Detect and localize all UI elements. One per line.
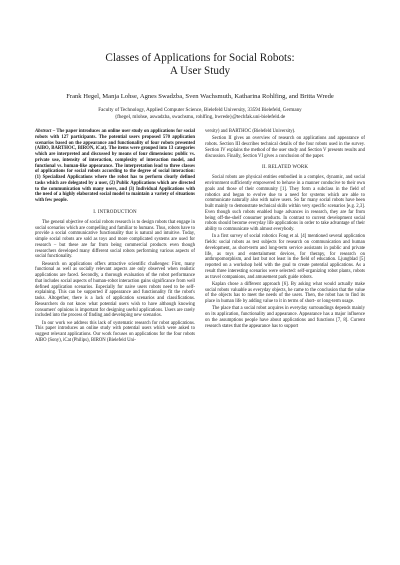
intro-paragraph: Research on applications offers attractive scientific challenges: First, many functional as well as socially relevant aspects are only observed when realistic applications are faced. Secondly, a thorough evaluation of the robot performance that includes social aspects of human-robot interaction gains significance from well defined application scenarios. Especially for naive users robots need to be self-explaining. This can be supported if appearance and functionality fit the robot's tasks. Altogether, there is a lack of application scenarios and classifications. Researchers do not know what potential users wish to have although knowing consumers' opinions is important for designing useful applications. Users are rarely included into the process of finding and developing new scenarios.: [35, 261, 195, 319]
affiliation-emails: {fhegel, mlohse, aswadzba, swachsmu, rohlfing, bwrede}@techfak.uni-bielefeld.de: [114, 113, 286, 120]
left-column: [35, 129, 195, 345]
author-list: Frank Hegel, Manja Lohse, Agnes Swadzba, Sven Wachsmuth, Katharina Rohlfing, and Britta Wrede: [66, 93, 334, 100]
paper-title: Classes of Applications for Social Robots: A User Study: [105, 52, 295, 77]
right-column: [205, 129, 365, 345]
section-heading-introduction: I. INTRODUCTION: [93, 209, 137, 215]
intro-continuation: versity) and BARTHOC (Bielefeld University).: [205, 129, 296, 135]
related-work-paragraph: Social robots are physical entities embodied in a complex, dynamic, and social environment sufficiently empowered to behave in a manner conducive to their own goals and those of their community [1]. They form a subclass in the field of robotics and began to evolve due to a need for systems which are able to communicate naturally also with naive users. So far many social robots have been built mainly to demonstrate technical skills within very specific scenarios [e.g. 2,3]. Even though such robots enabled huge advances in research, they are far from being off-the-shelf consumer products. In contrast to current development social robots should become everyday life applications in order to take advantage of their ability to communicate with almost everybody.: [205, 175, 365, 233]
two-column-body: [35, 129, 365, 345]
section-heading-related-work: II. RELATED WORK: [261, 165, 309, 171]
related-work-paragraph: The place that a social robot acquires in everyday surroundings depends mainly on its application, functionality and appearance. Appearance has a major influence on the assumptions people have about applications and functions [7, 8]. Current research states that the appearance has to support: [205, 306, 365, 329]
related-work-paragraph: In a first survey of social robotics Fong et al. [4] mentioned several application fields: social robots as test subjects for research on communication and human development, as short-term and long-term service assistants in public and private life, as toys and entertainment devices, for therapy, for research on anthropomorphism, and last but not least in the field of education. Ljungblad [5] reported on a workshop held with the goal to create potential applications. As a result three interesting scenarios were selected: self-organizing robot plants, robots as travel companions, and amusement park guide robots.: [205, 234, 365, 280]
affiliation-institution: Faculty of Technology, Applied Computer Science, Bielefeld University, 33594 Bielefeld, Germany: [98, 107, 302, 113]
intro-paragraph: The general objective of social robots research is to design robots that engage in social scenarios which are compelling and familiar to humans. Thus, robots have to provide a social communicative functionality that is natural and intuitive. Today, simple social robots are sold as toys and more complicated systems are used for research – but these are far from being commercial products even though researchers developed many different social robots performing various aspects of social functionality.: [35, 219, 195, 260]
intro-paragraph: In our work we address this lack of systematic research for robot applications. This paper introduces an online study with potential users which were asked to suggest relevant applications. Our work focuses on applications for the four robots AIBO (Sony), iCat (Philips), BIRON (Bielefeld Uni-: [35, 320, 195, 343]
abstract-label: Abstract: [35, 129, 52, 135]
related-work-paragraph: Kaplan chose a different approach [6]. By asking what would actually make social robots valuable as everyday objects, he came to the conclusion that the value of the objects has to meet the needs of the users. Then, the robot has to find its place in human life by adding value to it in terms of short- or long-term usage.: [205, 281, 365, 305]
abstract: [35, 129, 195, 204]
intro-paragraph: Section II gives an overview of research on applications and appearance of robots. Section III describes technical details of the four robots used in the survey. Section IV explains the method of the user study and Section V presents results and discussion. Finally, Section VI gives a conclusion of the paper.: [205, 136, 365, 159]
affiliation: [35, 107, 365, 120]
abstract-text: – The paper introduces an online user study on applications for social robots with 127 participants. The potential users proposed 570 application scenarios based on the appearance and functionality of four robots presented (AIBO, BARTHOC, BIRON, iCat). The items were grouped into 13 categories which are interpreted and discussed by means of four dimensions: public vs. private use, intensity of interaction, complexity of interaction model, and functional vs. human-like appearance. The interpretation lead to three classes of applications for social robots according to the degree of social interaction: (1) Specialized Applications where the robot has to perform clearly defined tasks which are delegated by a user, (2) Public Applications which are directed to the communication with many users, and (3) Individual Applications with the need of a highly elaborated social model to maintain a variety of situations with few people.: [35, 129, 195, 204]
